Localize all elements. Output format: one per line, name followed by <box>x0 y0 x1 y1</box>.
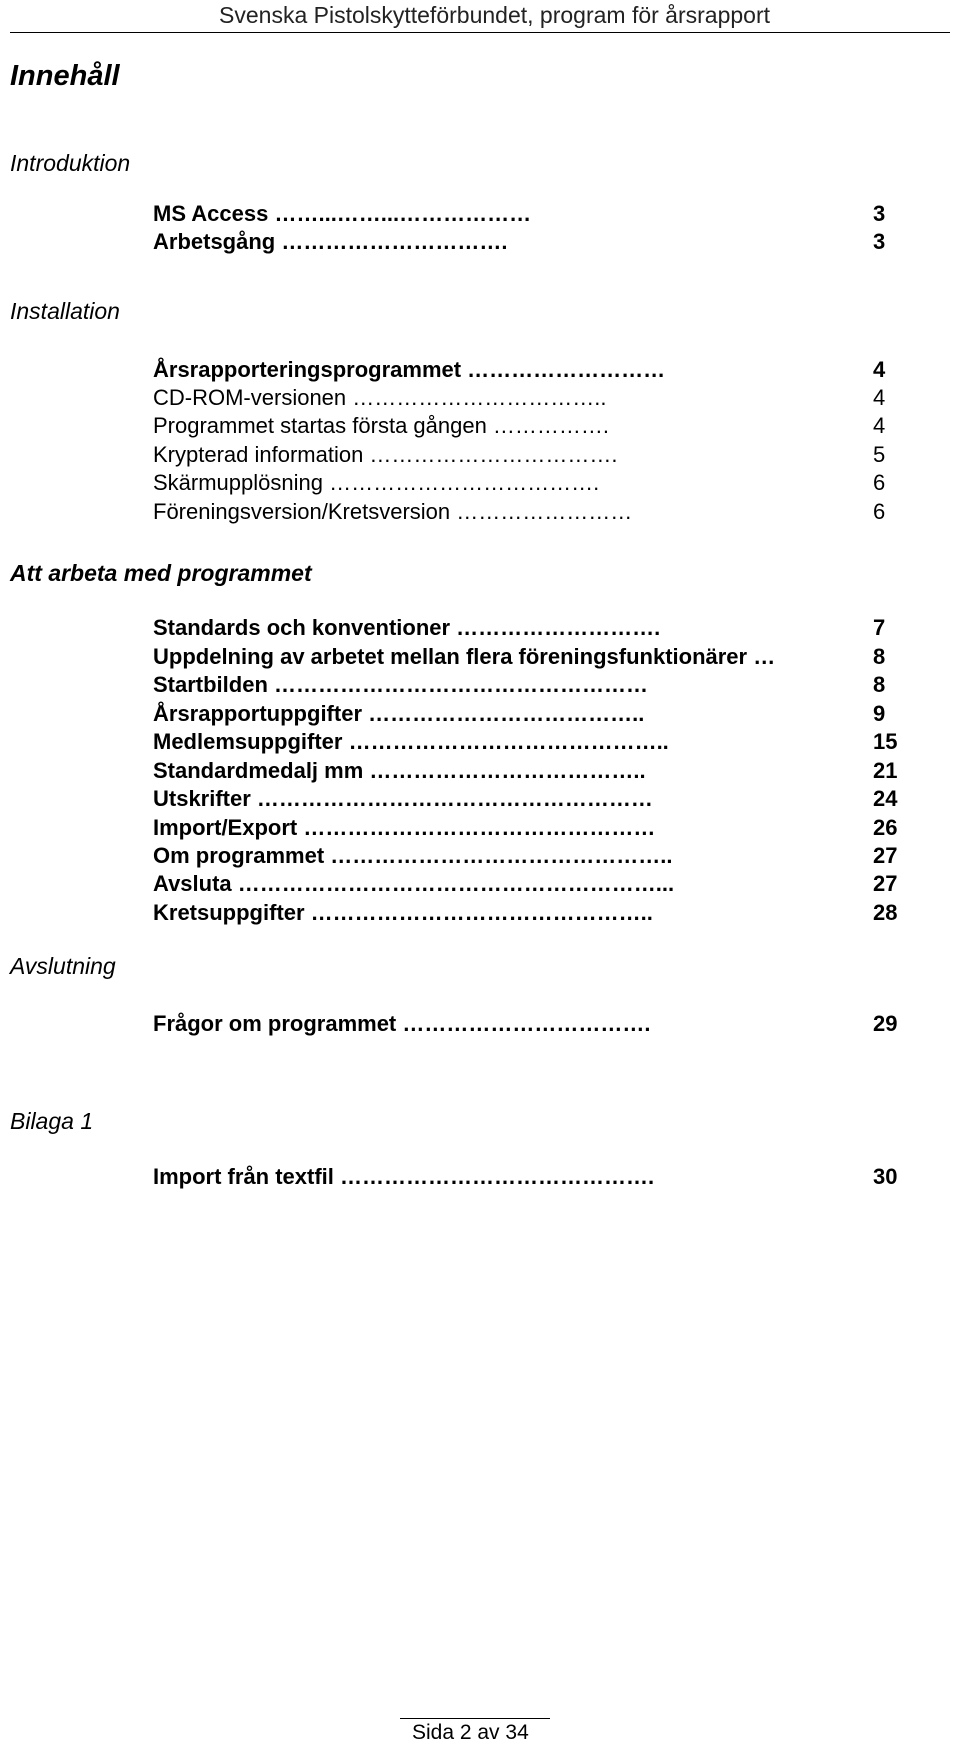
toc-entry-text: Import/Export ………………………………………… <box>153 815 656 840</box>
page-number: Sida 2 av 34 <box>412 1721 529 1744</box>
toc-entry-page: 27 <box>873 843 898 868</box>
header-rule <box>10 32 950 33</box>
toc-entry[interactable] <box>153 228 886 256</box>
page-header <box>0 0 960 32</box>
toc-entry[interactable] <box>153 870 898 898</box>
toc-entry-text: Medlemsuppgifter …………………………………….. <box>153 729 669 754</box>
toc-entry[interactable] <box>153 814 898 842</box>
toc-entry[interactable] <box>153 785 898 813</box>
toc-entry[interactable] <box>153 899 898 927</box>
toc-entry-text: Frågor om programmet ……………………………. <box>153 1011 651 1036</box>
section-heading-avslutning: Avslutning <box>10 953 116 979</box>
toc-entry-text: Standards och konventioner ………………………. <box>153 615 661 640</box>
toc-entry[interactable] <box>153 757 898 785</box>
toc-entry-text: Skärmupplösning ………………………………. <box>153 470 600 495</box>
toc-entry-page: 4 <box>873 357 886 382</box>
toc-entry-text: Uppdelning av arbetet mellan flera föreningsfunktionärer … <box>153 644 776 669</box>
toc-entry-text: Import från textfil ……………………………………. <box>153 1164 655 1189</box>
header-text: Svenska Pistolskytteförbundet, program för årsrapport <box>219 2 770 28</box>
toc-entry-text: Standardmedalj mm ……………………………….. <box>153 758 646 783</box>
toc-entry[interactable] <box>153 1010 898 1038</box>
toc-entry-page: 3 <box>873 201 886 226</box>
toc-entry-text: Årsrapportuppgifter ……………………………….. <box>153 701 645 726</box>
footer-rule <box>400 1718 550 1719</box>
toc-entry[interactable] <box>153 614 886 642</box>
toc-entry[interactable] <box>153 498 886 526</box>
toc-entry-text: Kretsuppgifter ……………………………………….. <box>153 900 653 925</box>
toc-entry-text: Om programmet ……………………………………….. <box>153 843 673 868</box>
toc-entry[interactable] <box>153 842 898 870</box>
toc-entry-page: 26 <box>873 815 898 840</box>
toc-entry-page: 21 <box>873 758 898 783</box>
toc-entry[interactable] <box>153 384 886 412</box>
toc-entry[interactable] <box>153 200 886 228</box>
toc-entry-page: 15 <box>873 729 898 754</box>
toc-entry-page: 8 <box>873 672 886 697</box>
toc-entry-text: Avsluta …………………………………………………... <box>153 871 675 896</box>
toc-entry[interactable] <box>153 412 886 440</box>
toc-entry[interactable] <box>153 728 898 756</box>
toc-entry-page: 6 <box>873 470 886 495</box>
toc-entry-text: Programmet startas första gången ……………. <box>153 413 610 438</box>
toc-entry-page: 28 <box>873 900 898 925</box>
section-heading-att-arbeta: Att arbeta med programmet <box>10 560 312 586</box>
toc-entry-page: 9 <box>873 701 886 726</box>
toc-entry-page: 4 <box>873 385 886 410</box>
toc-entry-text: Startbilden …………………………………………… <box>153 672 649 697</box>
toc-entry-page: 24 <box>873 786 898 811</box>
toc-entry-text: Årsrapporteringsprogrammet ……………………… <box>153 357 666 382</box>
toc-entry-text: Utskrifter ……………………………………………… <box>153 786 653 811</box>
toc-entry[interactable] <box>153 671 886 699</box>
section-heading-introduktion: Introduktion <box>10 150 131 176</box>
section-heading-bilaga: Bilaga 1 <box>10 1108 94 1134</box>
toc-entry[interactable] <box>153 700 886 728</box>
toc-entry-text: CD-ROM-versionen …………………………….. <box>153 385 607 410</box>
toc-entry-page: 4 <box>873 413 886 438</box>
toc-entry[interactable] <box>153 1163 898 1191</box>
toc-entry[interactable] <box>153 469 886 497</box>
toc-entry[interactable] <box>153 356 886 384</box>
toc-entry-page: 7 <box>873 615 886 640</box>
toc-entry-page: 29 <box>873 1011 898 1036</box>
page-title: Innehåll <box>10 60 120 92</box>
toc-entry-page: 3 <box>873 229 886 254</box>
toc-entry-page: 8 <box>873 644 886 669</box>
toc-entry-text: MS Access ……...……...……………… <box>153 201 532 226</box>
toc-entry[interactable] <box>153 441 886 469</box>
toc-entry-text: Föreningsversion/Kretsversion …………………… <box>153 499 633 524</box>
toc-entry-page: 27 <box>873 871 898 896</box>
toc-entry-text: Arbetsgång …………………………. <box>153 229 508 254</box>
toc-entry-page: 30 <box>873 1164 898 1189</box>
toc-entry[interactable] <box>153 643 886 671</box>
toc-entry-page: 6 <box>873 499 886 524</box>
toc-entry-page: 5 <box>873 442 886 467</box>
section-heading-installation: Installation <box>10 298 120 324</box>
toc-entry-text: Krypterad information ……………………………. <box>153 442 618 467</box>
